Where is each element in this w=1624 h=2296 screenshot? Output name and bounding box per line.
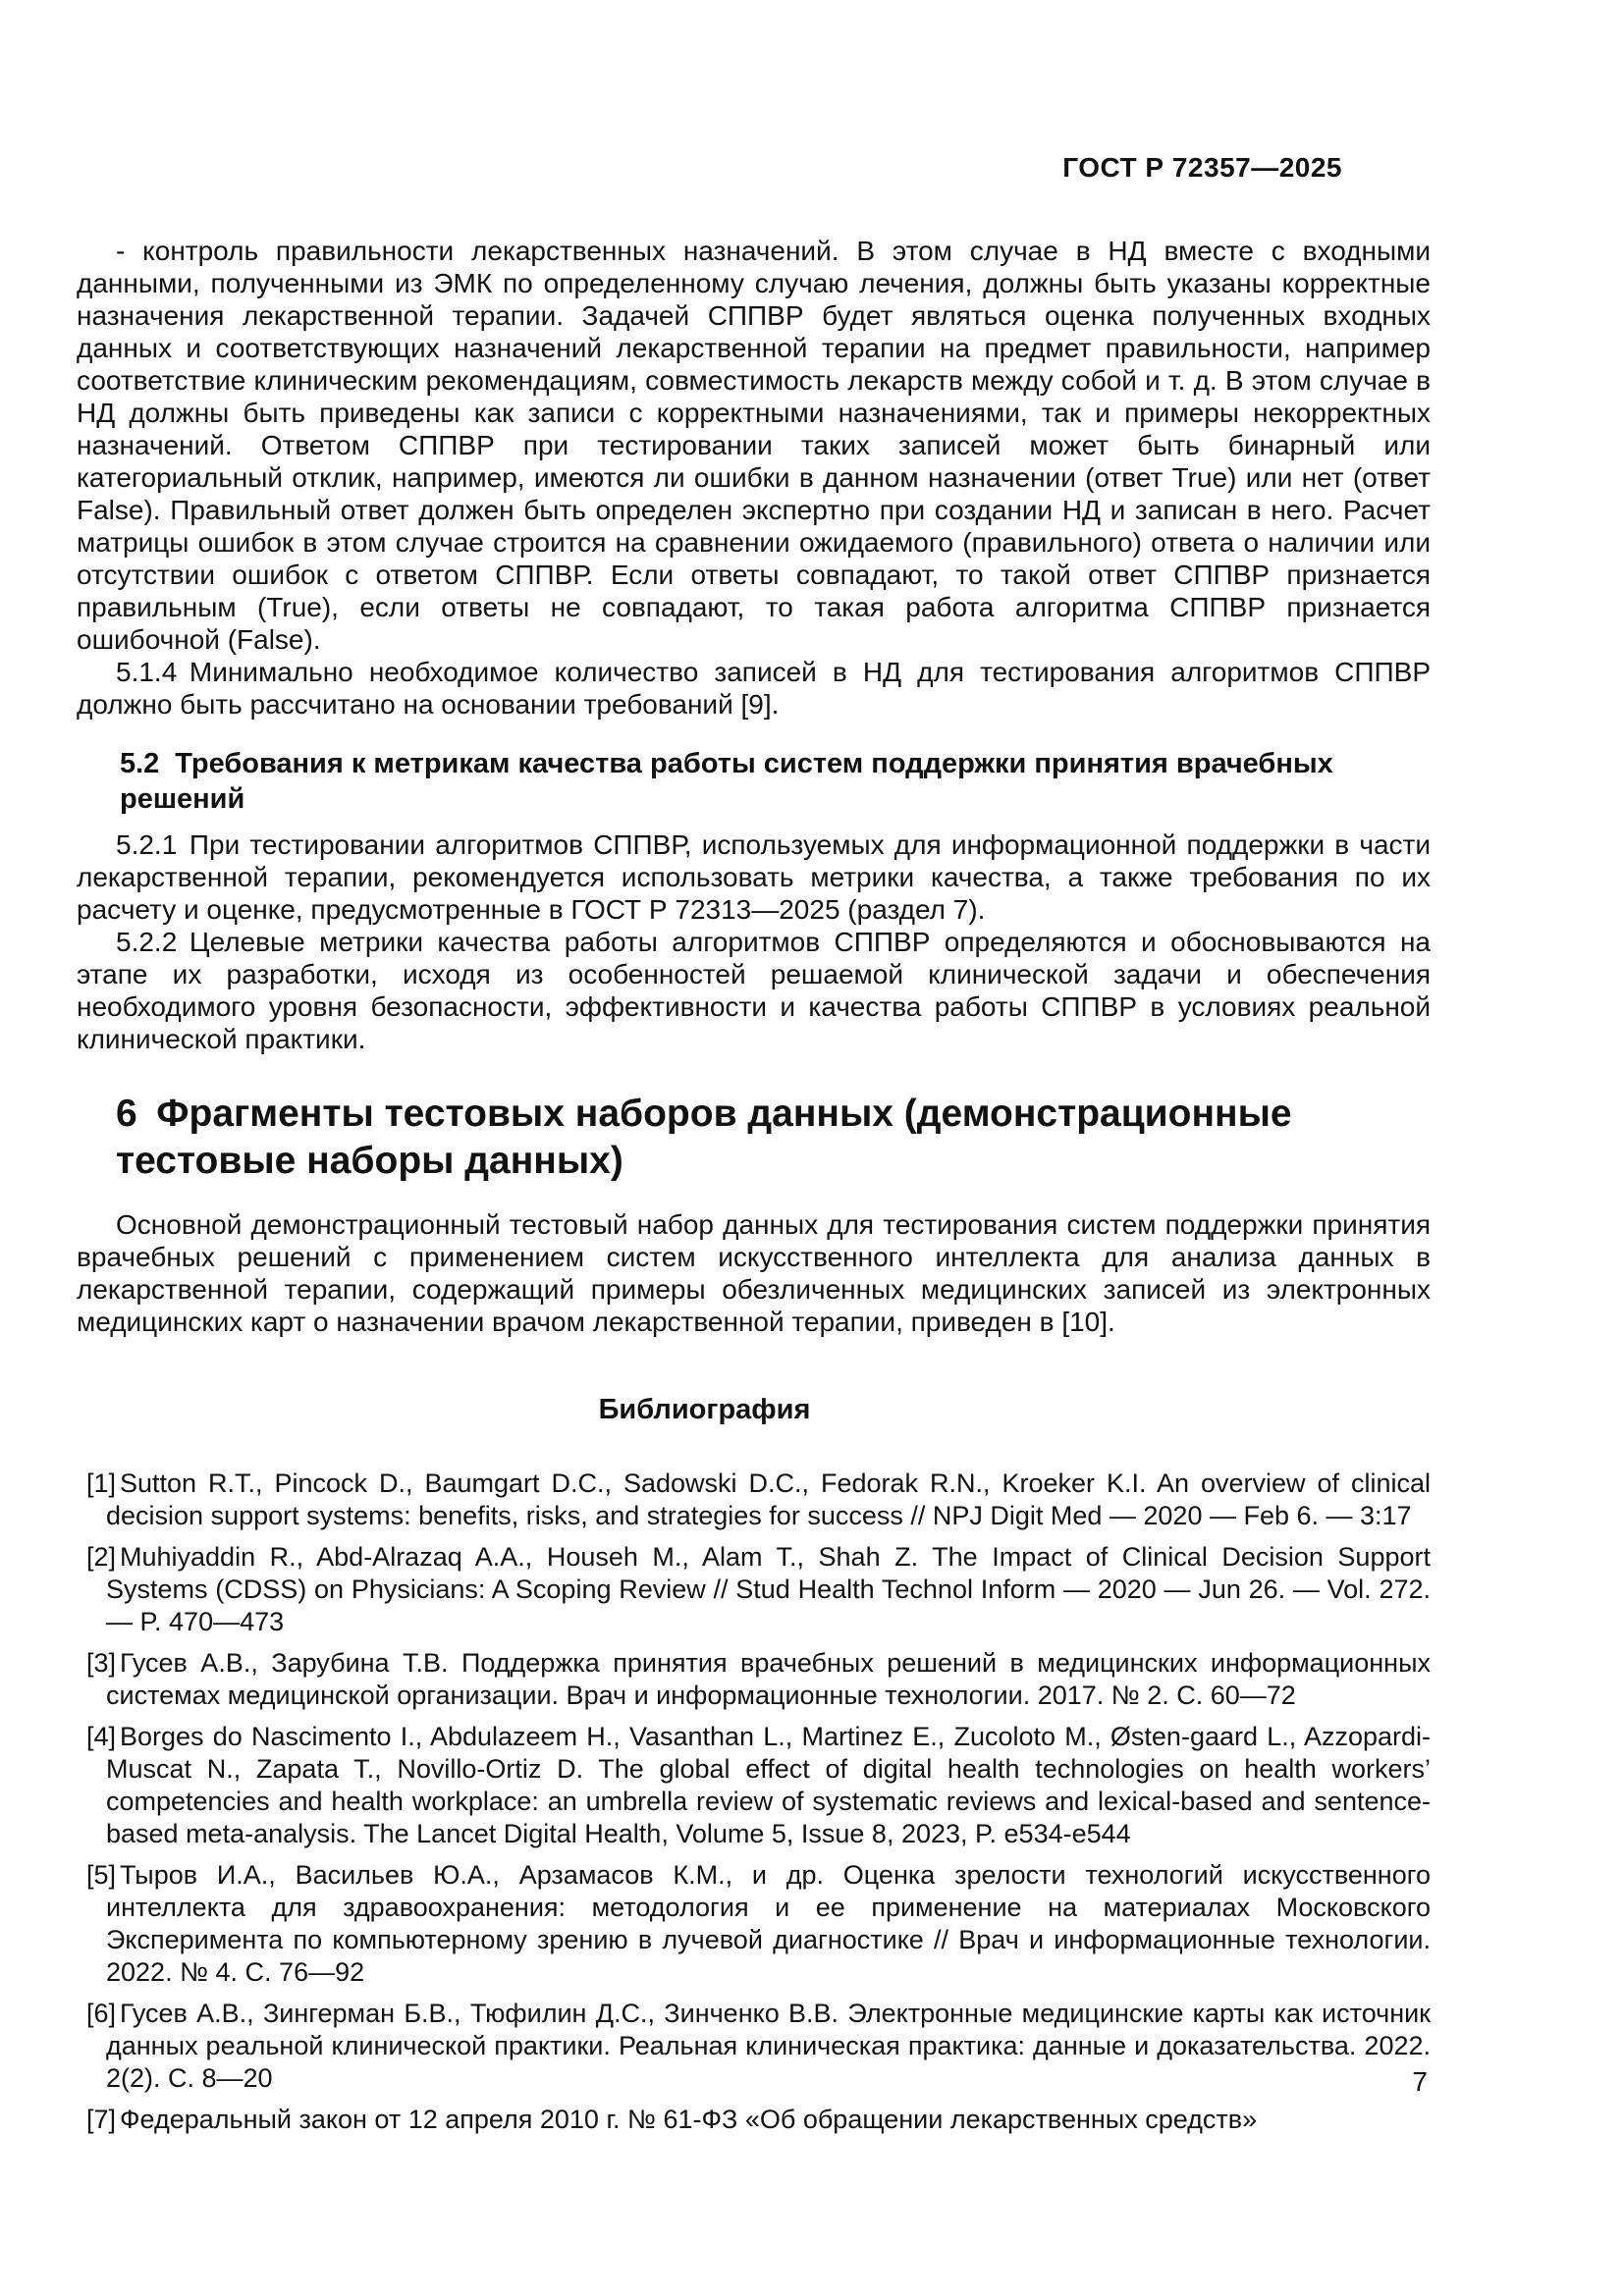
clause-5-1-4: [77, 656, 1431, 721]
bibliography-entry: [86, 1647, 1431, 1712]
paragraph-intro: - контроль правильности лекарственных назначений. В этом случае в НД вместе с входными данными, полученными из ЭМК по определенному случаю лечения, должны быть указаны корректные назначения лекарственной терапии. Задачей СППВР будет являться оценка полученных входных данных и соответствующих назначений лекарственной терапии на предмет правильности, например соответствие клиническим рекомендациям, совместимость лекарств между собой и т. д. В этом случае в НД должны быть приведены как записи с корректными назначениями, так и примеры некорректных назначений. Ответом СППВР при тестировании таких записей может быть бинарный или категориальный отклик, например, имеются ли ошибки в данном назначении (ответ True) или нет (ответ False). Правильный ответ должен быть определен экспертно при создании НД и записан в него. Расчет матрицы ошибок в этом случае строится на сравнении ожидаемого (правильного) ответа о наличии или отсутствии ошибок с ответом СППВР. Если ответы совпадают, то такой ответ СППВР признается правильным (True), если ответы не совпадают, то такая работа алгоритма СППВР признается ошибочной (False).: [77, 236, 1431, 655]
bibliography-entry: [86, 1998, 1431, 2095]
bibliography-entry-text: Тыров И.А., Васильев Ю.А., Арзамасов К.М., и др. Оценка зрелости технологий искусственного интеллекта для здравоохранения: методология и ее применение на материалах Московского Эксперимента по компьютерному зрению в лучевой диагностике // Врач и информационные технологии. 2022. № 4. С. 76—92: [106, 1860, 1431, 1987]
bibliography-entry-text: Borges do Nascimento I., Abdulazeem H., Vasanthan L., Martinez E., Zucoloto M., Østen-gaard L., Azzopardi-Muscat N., Zapata T., Novillo-Ortiz D. The global effect of digital health technologies on health workers’ competencies and health workplace: an umbrella review of systematic reviews and lexical-based and sentence-based meta-analysis. The Lancet Digital Health, Volume 5, Issue 8, 2023, P. e534-e544: [106, 1722, 1431, 1848]
bibliography-entry-number: [1]: [86, 1468, 117, 1498]
bibliography-entry-text: Muhiyaddin R., Abd-Alrazaq A.A., Househ M., Alam T., Shah Z. The Impact of Clinical Decision Support Systems (CDSS) on Physicians: A Scoping Review // Stud Health Technol Inform — 2020 — Jun 26. — Vol. 272. — P. 470—473: [106, 1542, 1431, 1636]
bibliography-entry-number: [6]: [86, 1999, 117, 2028]
bibliography-entry: [86, 1721, 1431, 1850]
bibliography-title: Библиография: [598, 1394, 811, 1425]
bibliography-entry-number: [4]: [86, 1722, 117, 1751]
section-6-title: Фрагменты тестовых наборов данных (демонстрационные тестовые наборы данных): [116, 1093, 1292, 1182]
clause-5-2-1-number: 5.2.1: [116, 829, 178, 860]
bibliography-list: [77, 1468, 1431, 2136]
bibliography-entry-text: Гусев А.В., Зарубина Т.В. Поддержка принятия врачебных решений в медицинских информационных системах медицинской организации. Врач и информационные технологии. 2017. № 2. С. 60—72: [106, 1648, 1431, 1710]
bibliography-entry-text: Федеральный закон от 12 апреля 2010 г. № 61-ФЗ «Об обращении лекарственных средств»: [120, 2105, 1258, 2134]
bibliography-entry-text: Гусев А.В., Зингерман Б.В., Тюфилин Д.С., Зинченко В.В. Электронные медицинские карты как источник данных реальной клинической практики. Реальная клиническая практика: данные и доказательства. 2022. 2(2). С. 8—20: [106, 1999, 1431, 2093]
section-6-paragraph: Основной демонстрационный тестовый набор данных для тестирования систем поддержки принятия врачебных решений с применением систем искусственного интеллекта для анализа данных в лекарственной терапии, содержащий примеры обезличенных медицинских записей из электронных медицинских карт о назначении врачом лекарственной терапии, приведен в [10].: [77, 1209, 1431, 1337]
bibliography-entry: [86, 1468, 1431, 1532]
clause-5-2-2: [77, 926, 1431, 1055]
bibliography-entry-number: [2]: [86, 1542, 117, 1572]
bibliography-entry-text: Sutton R.T., Pincock D., Baumgart D.C., Sadowski D.C., Fedorak R.N., Kroeker K.I. An overview of clinical decision support systems: benefits, risks, and strategies for success // NPJ Digit Med — 2020 — Feb 6. — 3:17: [106, 1468, 1431, 1530]
bibliography-entry-number: [5]: [86, 1860, 117, 1890]
bibliography-entry-number: [7]: [86, 2105, 117, 2134]
clause-5-2-1-text: При тестировании алгоритмов СППВР, используемых для информационной поддержки в части лекарственной терапии, рекомендуется использовать метрики качества, а также требования по их расчету и оценке, предусмотренные в ГОСТ Р 72313—2025 (раздел 7).: [77, 829, 1431, 925]
clause-5-1-4-text: Минимально необходимое количество записей в НД для тестирования алгоритмов СППВР должно быть рассчитано на основании требований [9].: [77, 657, 1431, 720]
clause-5-2-2-text: Целевые метрики качества работы алгоритмов СППВР определяются и обосновываются на этапе их разработки, исходя из особенностей решаемой клинической задачи и обеспечения необходимого уровня безопасности, эффективности и качества работы СППВР в условиях реальной клинической практики.: [77, 927, 1431, 1054]
clause-5-2-2-number: 5.2.2: [116, 927, 178, 957]
clause-5-1-4-number: 5.1.4: [116, 657, 178, 687]
section-6-number: 6: [116, 1093, 137, 1135]
section-6-heading: [77, 1091, 1431, 1185]
clause-5-2-1: [77, 828, 1431, 926]
bibliography-entry-number: [3]: [86, 1648, 117, 1678]
bibliography-entry: [86, 1541, 1431, 1638]
section-5-2-title: Требования к метрикам качества работы систем поддержки принятия врачебных решений: [120, 748, 1333, 815]
page-number: 7: [1412, 2066, 1428, 2097]
section-5-2-number: 5.2: [120, 748, 160, 779]
section-5-2-heading: [77, 746, 1431, 817]
bibliography-entry: [86, 2104, 1431, 2136]
gost-header: ГОСТ Р 72357—2025: [1062, 152, 1342, 183]
bibliography-entry: [86, 1859, 1431, 1989]
